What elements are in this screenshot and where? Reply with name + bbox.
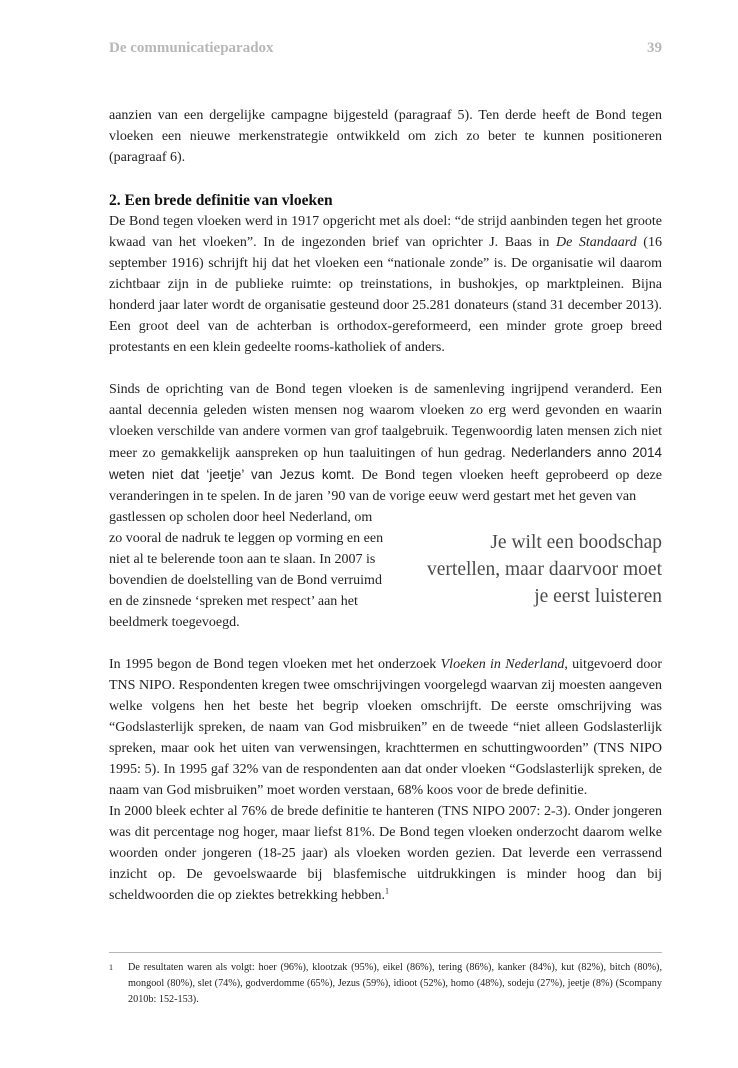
research-title: Vloeken in Nederland — [440, 657, 565, 672]
newspaper-title: De Standaard — [556, 235, 637, 250]
footnote — [109, 960, 662, 1008]
paragraph-research-part1: In 1995 begon de Bond tegen vloeken met het onderzoek — [109, 657, 441, 672]
paragraph-research — [109, 654, 662, 801]
page-number: 39 — [647, 40, 662, 56]
footnote-reference[interactable]: 1 — [385, 886, 390, 896]
intro-paragraph: aanzien van een dergelijke campagne bijgesteld (paragraaf 5). Ten derde heeft de Bond tegen vloeken een nieuwe merkenstrategie ontwikkeld om zich zo beter te kunnen positioneren (paragraaf 6). — [109, 108, 662, 165]
paragraph-changes-continued: gastlessen op scholen door heel Nederland, om zo vooral de nadruk te leggen op vorming en een niet al te belerende toon aan te slaan. In 2007 is bovendien de doelstelling van de Bond verruimd en de zinsnede ‘spreken met respect’ aan het beeldmerk toegevoegd. — [109, 510, 384, 630]
footnote-text: De resultaten waren als volgt: hoer (96%), klootzak (95%), eikel (86%), tering (86%), kanker (84%), kut (82%), bitch (80%), mongool (80%), slet (74%), godverdomme (65%), Jezus (59%), idioot (52%), homo (48%), sodeju (27%), jeetje (8%) (Scompany 2010b: 152-153). — [128, 962, 662, 1005]
running-title: De communicatieparadox — [109, 40, 274, 56]
paragraph-history — [109, 211, 662, 358]
paragraph-changes — [109, 379, 662, 507]
paragraph-2000-text: In 2000 bleek echter al 76% de brede definitie te hanteren (TNS NIPO 2007: 2-3). Onder jongeren was dit percentage nog hoger, maar liefst 81%. De Bond tegen vloeken onderzocht daarom welke woorden onder jongeren (18-25 jaar) als vloeken worden gezien. Dat leverde een verrassend inzicht op. De gevoelswaarde bij blasfemische uitdrukkingen is minder hoog dan bij scheldwoorden die op ziektes betrekking hebben. — [109, 804, 662, 903]
section-heading: 2. Een brede definitie van vloeken — [109, 192, 333, 209]
paragraph-history-part1: De Bond tegen vloeken werd in 1917 opgericht met als doel: “de strijd aanbinden tegen het groote kwaad van het vloeken”. In de ingezonden brief van oprichter J. Baas in — [109, 214, 662, 250]
paragraph-2000-results — [109, 801, 662, 906]
footnote-divider — [109, 952, 662, 953]
paragraph-changes-part2: De Bond tegen vloeken heeft geprobeerd op deze veranderingen in te spelen. In de jaren ’90 van de vorige eeuw werd gestart met het geven van — [109, 468, 662, 504]
body-text — [109, 105, 662, 906]
pull-quote: Je wilt een boodschap vertellen, maar daarvoor moet je eerst luisteren — [427, 532, 662, 607]
running-header — [109, 40, 662, 57]
pullquote-block — [109, 507, 662, 633]
footnote-number: 1 — [109, 963, 113, 972]
paragraph-history-part2: (16 september 1916) schrijft hij dat het vloeken een “nationale zonde” is. De organisatie wil daarom zichtbaar zijn in de publieke ruimte: op treinstations, in bushokjes, op marktpleinen. Bijna honderd jaar later wordt de organisatie gesteund door 25.281 donateurs (stand 31 december 2013). Een groot deel van de achterban is orthodox-gereformeerd, een minder grote groep breed protestants en een klein gedeelte rooms-katholiek of anders. — [109, 235, 662, 355]
paragraph-research-part2: , uitgevoerd door TNS NIPO. Respondenten kregen twee omschrijvingen voorgelegd waarvan zij moesten aangeven welke volgens hen het beste het begrip vloeken omschrijft. De eerste omschrijving was “Godslasterlijk spreken, de naam van God misbruiken” en de tweede “niet alleen Godslasterlijk spreken, maar ook het uiten van verwensingen, krachttermen en schuttingwoorden” (TNS NIPO 1995: 5). In 1995 gaf 32% van de respondenten aan dat onder vloeken “Godslasterlijk spreken, de naam van God misbruiken” moet worden verstaan, 68% koos voor de brede definitie. — [109, 657, 663, 798]
highlight-sentence: Nederlanders anno 2014 weten niet dat ‘jeetje’ van Jezus komt. — [109, 445, 662, 482]
paragraph-changes-part1: Sinds de oprichting van de Bond tegen vloeken is de samenleving ingrijpend veranderd. Een aantal decennia geleden wisten mensen nog waarom vloeken zo erg werd gevonden en waarin vloeken verschilde van andere vormen van grof taalgebruik. Tegenwoordig laten mensen zich niet meer zo gemakkelijk aanspreken op hun taaluitingen of hun gedrag. — [109, 382, 662, 461]
